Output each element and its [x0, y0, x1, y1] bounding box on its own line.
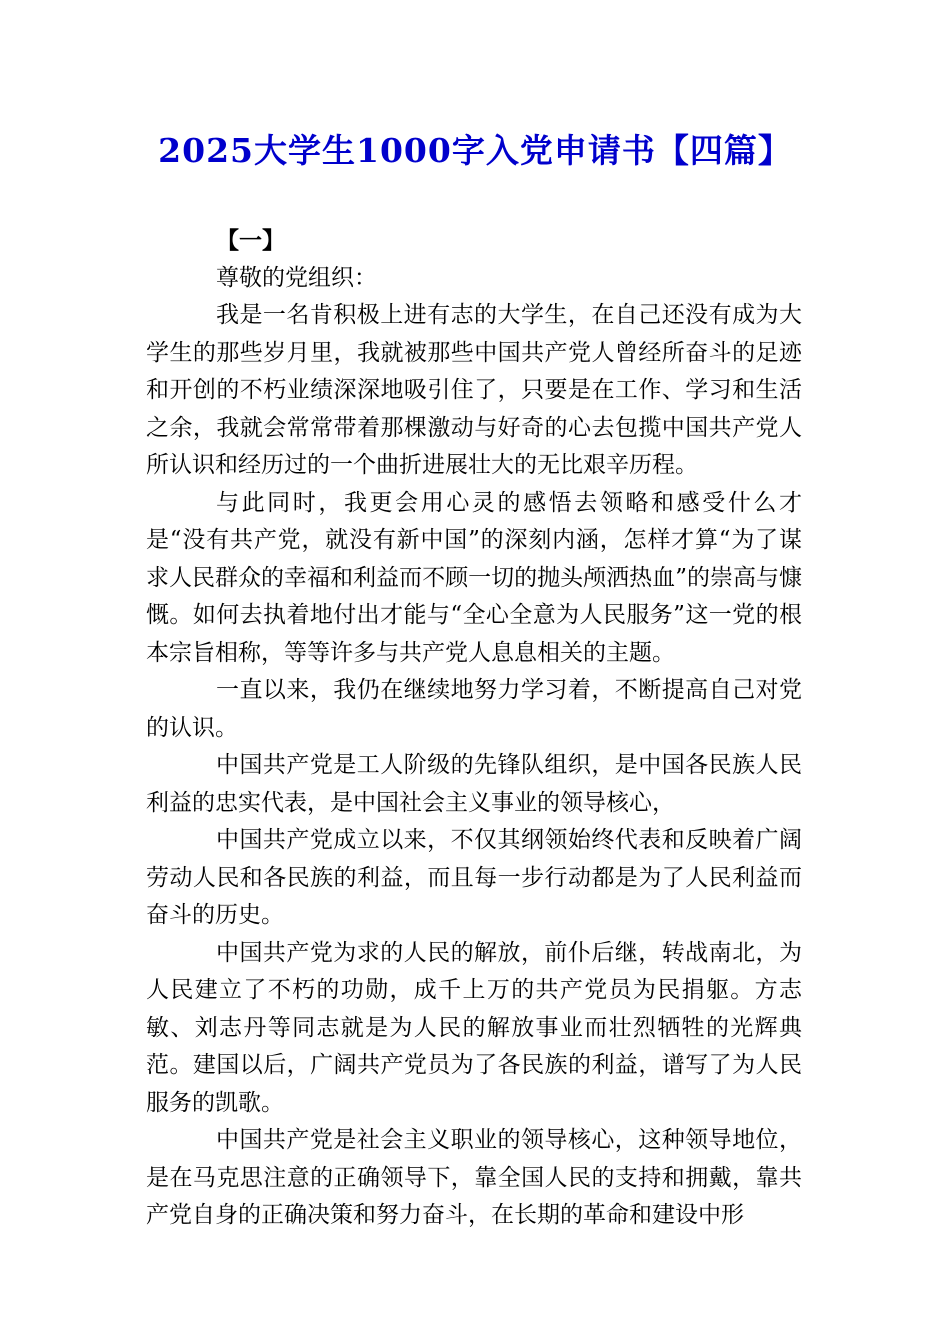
paragraph-6: 中国共产党为求的人民的解放，前仆后继，转战南北，为人民建立了不朽的功勋，成千上万的共产党员为民捐躯。方志敏、刘志丹等同志就是为人民的解放事业而壮烈牺牲的光辉典范。建国以后，广阔共产党员为了各民族的利益，谱写了为人民服务的凯歌。	[146, 939, 802, 1116]
salutation: 尊敬的党组织：	[216, 264, 377, 291]
paragraph-5: 中国共产党成立以来，不仅其纲领始终代表和反映着广阔劳动人民和各民族的利益，而且每一步行动都是为了人民利益而奋斗的历史。	[146, 827, 802, 928]
paragraph-3: 一直以来，我仍在继续地努力学习着，不断提高自己对党的认识。	[146, 677, 802, 741]
section-marker: 【一】	[216, 227, 285, 254]
document-title: 2025大学生1000字入党申请书【四篇】	[158, 131, 792, 170]
paragraph-2: 与此同时，我更会用心灵的感悟去领略和感受什么才是“没有共产党，就没有新中国”的深刻内涵，怎样才算“为了谋求人民群众的幸福和利益而不顾一切的抛头颅洒热血”的崇高与慷慨。如何去执着地付出才能与“全心全意为人民服务”这一党的根本宗旨相称，等等许多与共产党人息息相关的主题。	[146, 489, 802, 666]
paragraph-4: 中国共产党是工人阶级的先锋队组织，是中国各民族人民利益的忠实代表，是中国社会主义事业的领导核心，	[146, 752, 802, 816]
paragraph-1: 我是一名肯积极上进有志的大学生，在自己还没有成为大学生的那些岁月里，我就被那些中国共产党人曾经所奋斗的足迹和开创的不朽业绩深深地吸引住了，只要是在工作、学习和生活之余，我就会常常带着那棵激动与好奇的心去包揽中国共产党人所认识和经历过的一个曲折进展壮大的无比艰辛历程。	[146, 302, 802, 478]
paragraph-7: 中国共产党是社会主义职业的领导核心，这种领导地位，是在马克思注意的正确领导下，靠全国人民的支持和拥戴，靠共产党自身的正确决策和努力奋斗，在长期的革命和建设中形	[146, 1127, 802, 1228]
document-body	[146, 222, 802, 1235]
